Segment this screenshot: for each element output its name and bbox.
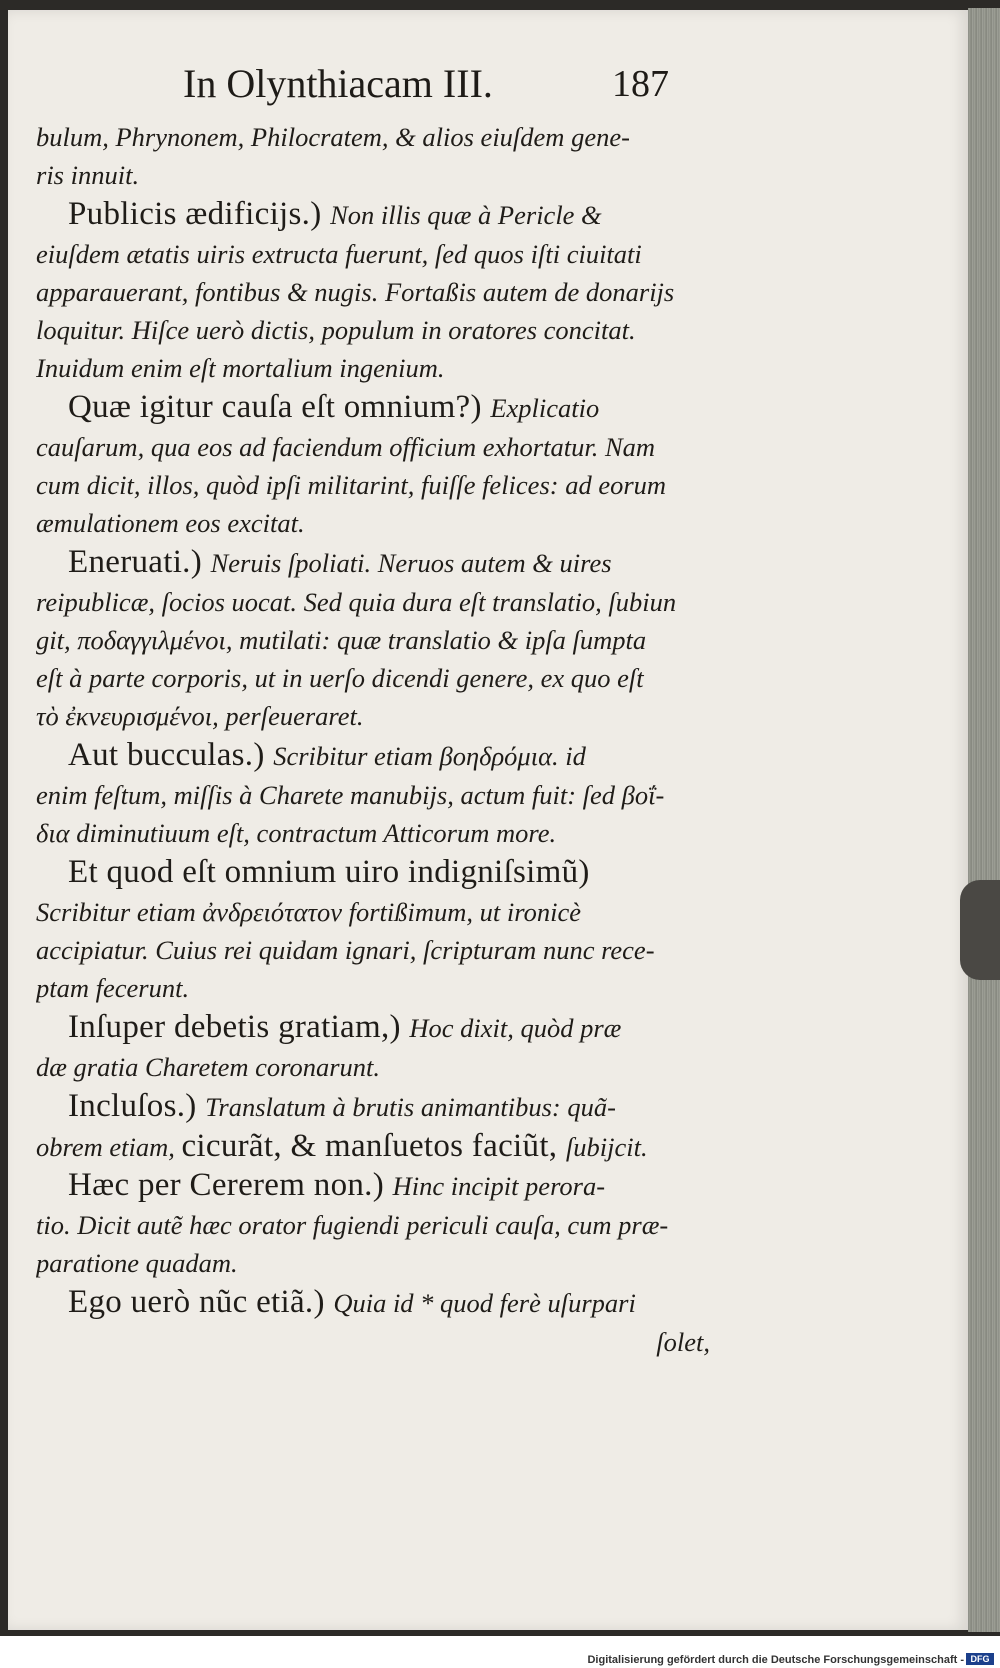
page-edges	[968, 8, 1000, 1632]
gloss-text: bulum, Phrynonem, Philocratem, & alios eiuſdem gene-	[36, 122, 630, 152]
gloss-text: ptam fecerunt.	[36, 973, 190, 1003]
text-line	[36, 542, 716, 583]
gloss-text: Quia id * quod ferè uſurpari	[333, 1288, 636, 1318]
text-line	[36, 1007, 716, 1048]
book-tab	[960, 880, 1000, 980]
gloss-text: ſolet,	[656, 1327, 710, 1357]
lemma-text: Et quod eſt omnium uiro indigniſsimũ)	[68, 854, 590, 890]
text-line	[36, 776, 716, 814]
text-line	[36, 156, 716, 194]
lemma-text: Eneruati.)	[68, 544, 211, 580]
gloss-text: enim feſtum, miſſis à Charete manubijs, actum fuit: ſed βοΐ-	[36, 780, 665, 810]
text-line	[36, 1206, 716, 1244]
gloss-text: Scribitur etiam ἀνδρειότατον fortißimum, ut ironicè	[36, 897, 581, 927]
gloss-text: Neruis ſpoliati. Neruos autem & uires	[210, 548, 612, 578]
text-line	[36, 428, 716, 466]
text-line	[36, 1127, 716, 1165]
gloss-text: Explicatio	[490, 393, 600, 423]
text-line	[36, 194, 716, 235]
commentary-text	[36, 118, 716, 1361]
lemma-text: Quæ igitur cauſa eſt omnium?)	[68, 389, 491, 425]
lemma-text: Inſuper debetis gratiam,)	[68, 1009, 410, 1045]
gloss-text: Translatum à brutis animantibus: quã-	[205, 1092, 616, 1122]
text-line	[36, 1323, 716, 1361]
lemma-text: Publicis ædificijs.)	[68, 196, 331, 232]
text-line	[36, 118, 716, 156]
lemma-text: cicurãt, & manſuetos faciũt,	[181, 1128, 566, 1164]
lemma-text: Ego uerò nũc etiã.)	[68, 1284, 334, 1320]
gloss-text: eſt à parte corporis, ut in uerſo dicendi genere, ex quo eſt	[36, 663, 644, 693]
gloss-text: dæ gratia Charetem coronarunt.	[36, 1052, 381, 1082]
text-line	[36, 621, 716, 659]
gloss-text: Scribitur etiam βοηδρόμια. id	[273, 741, 586, 771]
text-line	[36, 583, 716, 621]
gloss-text: tio. Dicit autẽ hæc orator fugiendi periculi cauſa, cum præ-	[36, 1210, 669, 1240]
text-line	[36, 1165, 716, 1206]
text-line	[36, 735, 716, 776]
page-number: 187	[612, 63, 669, 105]
text-line	[36, 387, 716, 428]
text-line	[36, 349, 716, 387]
text-line	[36, 893, 716, 931]
gloss-text: loquitur. Hiſce uerò dictis, populum in oratores concitat.	[36, 315, 636, 345]
gloss-text: ris innuit.	[36, 160, 140, 190]
digitization-credit: Digitalisierung gefördert durch die Deutsche Forschungsgemeinschaft -	[587, 1654, 964, 1666]
text-line	[36, 235, 716, 273]
text-line	[36, 1048, 716, 1086]
text-line	[36, 697, 716, 735]
text-line	[36, 466, 716, 504]
gloss-text: æmulationem eos excitat.	[36, 508, 305, 538]
gloss-text: Non illis quæ à Pericle &	[330, 200, 602, 230]
gloss-text: cauſarum, qua eos ad faciendum officium exhortatur. Nam	[36, 432, 656, 462]
gloss-text: eiuſdem ætatis uiris extructa fuerunt, ſed quos iſti ciuitati	[36, 239, 642, 269]
text-line	[36, 659, 716, 697]
text-line	[36, 273, 716, 311]
text-line	[36, 931, 716, 969]
dfg-logo: DFG	[966, 1653, 994, 1665]
text-line	[36, 814, 716, 852]
lemma-text: Hæc per Cererem non.)	[68, 1167, 393, 1203]
gloss-text: reipublicæ, ſocios uocat. Sed quia dura eſt translatio, ſubiun	[36, 587, 677, 617]
text-line	[36, 311, 716, 349]
lemma-text: Incluſos.)	[68, 1088, 206, 1124]
text-line	[36, 1282, 716, 1323]
gloss-text: paratione quadam.	[36, 1248, 238, 1278]
gloss-text: accipiatur. Cuius rei quidam ignari, ſcripturam nunc rece-	[36, 935, 655, 965]
gloss-text: Hinc incipit perora-	[392, 1171, 606, 1201]
text-line	[36, 969, 716, 1007]
text-line	[36, 852, 716, 893]
text-line	[36, 1086, 716, 1127]
gloss-text: apparauerant, fontibus & nugis. Fortaßis autem de donarijs	[36, 277, 675, 307]
gloss-text: cum dicit, illos, quòd ipſi militarint, fuiſſe felices: ad eorum	[36, 470, 667, 500]
gloss-text: git, ποδαγγιλμένοι, mutilati: quæ translatio & ipſa ſumpta	[36, 625, 647, 655]
text-line	[36, 504, 716, 542]
gloss-text: τὸ ἐκνευρισμένοι, perſeueraret.	[36, 701, 364, 731]
running-title: In Olynthiacam III.	[183, 61, 493, 106]
text-line	[36, 1244, 716, 1282]
gloss-text: δια diminutiuum eſt, contractum Atticorum more.	[36, 818, 557, 848]
gloss-text: ſubijcit.	[565, 1132, 648, 1162]
gloss-text: obrem etiam,	[36, 1132, 182, 1162]
lemma-text: Aut bucculas.)	[68, 737, 274, 773]
gloss-text: Inuidum enim eſt mortalium ingenium.	[36, 353, 445, 383]
gloss-text: Hoc dixit, quòd præ	[409, 1013, 622, 1043]
